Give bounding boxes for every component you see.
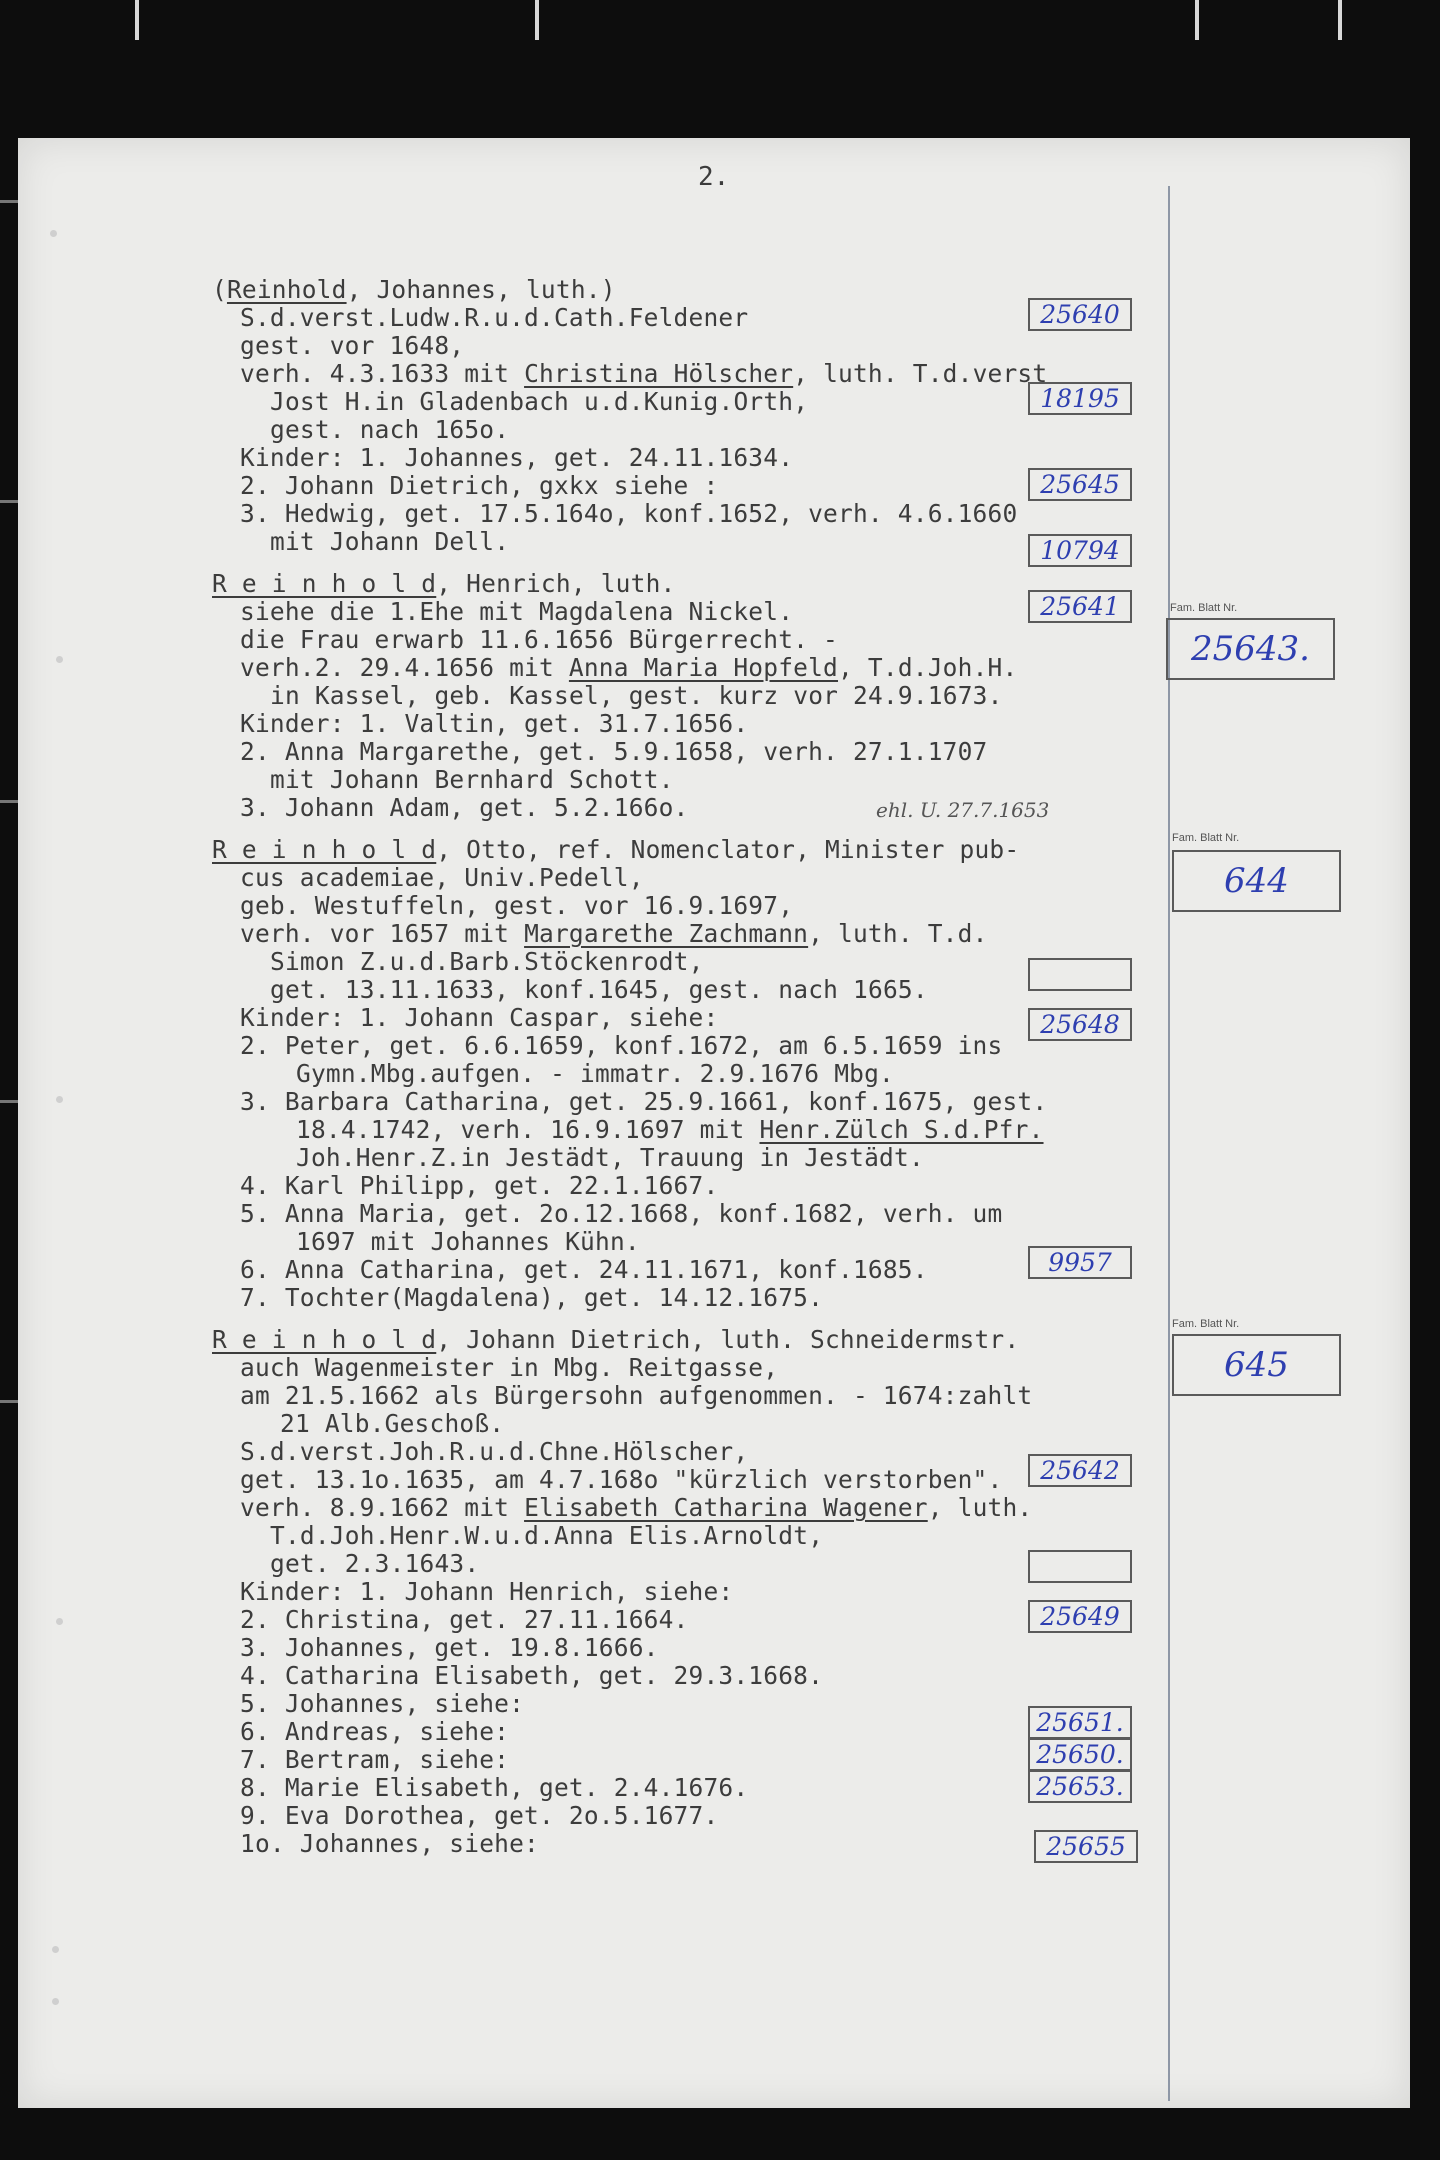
text-line: 4. Catharina Elisabeth, get. 29.3.1668. (240, 1661, 824, 1690)
text-line: siehe die 1.Ehe mit Magdalena Nickel. (240, 597, 794, 626)
text-line: gest. nach 165o. (270, 415, 510, 444)
ref-box: 25641 (1028, 590, 1132, 623)
punch-mark (56, 1618, 63, 1625)
ref-box: 25655 (1034, 1830, 1138, 1863)
ref-box: 25649 (1028, 1600, 1132, 1633)
ref-box: 25650. (1028, 1738, 1132, 1771)
punch-mark (56, 656, 63, 663)
ref-box (1028, 958, 1132, 991)
text-line: Kinder: 1. Valtin, get. 31.7.1656. (240, 709, 749, 738)
text-line: S.d.verst.Ludw.R.u.d.Cath.Feldener (240, 303, 749, 332)
text-line: Simon Z.u.d.Barb.Stöckenrodt, (270, 947, 704, 976)
text-line: 2. Christina, get. 27.11.1664. (240, 1605, 689, 1634)
document-page (18, 138, 1410, 2108)
text-line: Kinder: 1. Johann Henrich, siehe: (240, 1577, 734, 1606)
text-line: am 21.5.1662 als Bürgersohn aufgenommen. - 1674:zahlt (240, 1381, 1033, 1410)
text-line: cus academiae, Univ.Pedell, (240, 863, 644, 892)
text-line: auch Wagenmeister in Mbg. Reitgasse, (240, 1353, 779, 1382)
fam-box: 645 (1172, 1334, 1341, 1396)
ref-box: 25648 (1028, 1008, 1132, 1041)
text-line: die Frau erwarb 11.6.1656 Bürgerrecht. - (240, 625, 839, 654)
text-line: Kinder: 1. Johannes, get. 24.11.1634. (240, 443, 794, 472)
text-line: Gymn.Mbg.aufgen. - immatr. 2.9.1676 Mbg. (296, 1059, 895, 1088)
punch-mark (52, 1946, 59, 1953)
text-line: Joh.Henr.Z.in Jestädt, Trauung in Jestädt. (296, 1143, 924, 1172)
ref-box: 9957 (1028, 1246, 1132, 1279)
text-line: 2. Peter, get. 6.6.1659, konf.1672, am 6.5.1659 ins (240, 1031, 1003, 1060)
text-line: Jost H.in Gladenbach u.d.Kunig.Orth, (270, 387, 809, 416)
fam-box: 25643. (1166, 618, 1335, 680)
text-line: T.d.Joh.Henr.W.u.d.Anna Elis.Arnoldt, (270, 1521, 824, 1550)
fam-label: Fam. Blatt Nr. (1172, 1318, 1240, 1330)
text-line: 3. Hedwig, get. 17.5.164o, konf.1652, verh. 4.6.1660 (240, 499, 1018, 528)
fam-label: Fam. Blatt Nr. (1172, 832, 1240, 844)
text-line: 3. Johann Adam, get. 5.2.166o. (240, 793, 689, 822)
text-line: 1697 mit Johannes Kühn. (296, 1227, 640, 1256)
text-line: get. 2.3.1643. (270, 1549, 480, 1578)
text-line: 2. Anna Margarethe, get. 5.9.1658, verh. 27.1.1707 (240, 737, 988, 766)
text-line: verh. 8.9.1662 mit Elisabeth Catharina Wagener, luth. (240, 1493, 1033, 1522)
text-line: verh.2. 29.4.1656 mit Anna Maria Hopfeld, T.d.Joh.H. (240, 653, 1018, 682)
text-line: 8. Marie Elisabeth, get. 2.4.1676. (240, 1773, 749, 1802)
ref-box: 10794 (1028, 534, 1132, 567)
text-line: R e i n h o l d, Henrich, luth. (212, 569, 676, 598)
edge-mark (1195, 0, 1199, 40)
text-line: R e i n h o l d, Johann Dietrich, luth. Schneidermstr. (212, 1325, 1020, 1354)
text-line: S.d.verst.Joh.R.u.d.Chne.Hölscher, (240, 1437, 749, 1466)
ref-box: 25653. (1028, 1770, 1132, 1803)
punch-mark (52, 1998, 59, 2005)
text-line: 3. Johannes, get. 19.8.1666. (240, 1633, 659, 1662)
ref-box: 25640 (1028, 298, 1132, 331)
ref-box: 25645 (1028, 468, 1132, 501)
text-line: 18.4.1742, verh. 16.9.1697 mit Henr.Zülch S.d.Pfr. (296, 1115, 1044, 1144)
text-line: Kinder: 1. Johann Caspar, siehe: (240, 1003, 719, 1032)
text-line: in Kassel, geb. Kassel, gest. kurz vor 24.9.1673. (270, 681, 1003, 710)
text-line: R e i n h o l d, Otto, ref. Nomenclator, Minister pub- (212, 835, 1020, 864)
text-line: 7. Bertram, siehe: (240, 1745, 510, 1774)
punch-mark (56, 1096, 63, 1103)
text-line: get. 13.1o.1635, am 4.7.168o "kürzlich verstorben". (240, 1465, 1003, 1494)
ref-box: 18195 (1028, 382, 1132, 415)
text-line: 1o. Johannes, siehe: (240, 1829, 540, 1858)
ref-box (1028, 1550, 1132, 1583)
text-line: 4. Karl Philipp, get. 22.1.1667. (240, 1171, 719, 1200)
text-line: 5. Anna Maria, get. 2o.12.1668, konf.1682, verh. um (240, 1199, 1003, 1228)
edge-mark (1338, 0, 1342, 40)
text-line: 7. Tochter(Magdalena), get. 14.12.1675. (240, 1283, 824, 1312)
margin-rule (1168, 186, 1170, 2101)
text-line: 6. Andreas, siehe: (240, 1717, 510, 1746)
fam-label: Fam. Blatt Nr. (1170, 602, 1238, 614)
text-line: 2. Johann Dietrich, gxkx siehe : (240, 471, 719, 500)
text-line: 3. Barbara Catharina, get. 25.9.1661, konf.1675, gest. (240, 1087, 1048, 1116)
fam-box: 644 (1172, 850, 1341, 912)
text-line: mit Johann Dell. (270, 527, 510, 556)
edge-mark (135, 0, 139, 40)
text-line: geb. Westuffeln, gest. vor 16.9.1697, (240, 891, 794, 920)
text-line: 9. Eva Dorothea, get. 2o.5.1677. (240, 1801, 719, 1830)
text-line: get. 13.11.1633, konf.1645, gest. nach 1665. (270, 975, 928, 1004)
text-line: (Reinhold, Johannes, luth.) (212, 275, 616, 304)
ref-box: 25642 (1028, 1454, 1132, 1487)
text-line: 5. Johannes, siehe: (240, 1689, 525, 1718)
text-line: verh. vor 1657 mit Margarethe Zachmann, luth. T.d. (240, 919, 988, 948)
text-line: gest. vor 1648, (240, 331, 465, 360)
page-number: 2. (698, 162, 730, 192)
handwritten-note: ehl. U. 27.7.1653 (876, 798, 1050, 822)
edge-mark (535, 0, 539, 40)
punch-mark (50, 230, 57, 237)
text-line: 21 Alb.Geschoß. (280, 1409, 505, 1438)
text-line: 6. Anna Catharina, get. 24.11.1671, konf.1685. (240, 1255, 928, 1284)
ref-box: 25651. (1028, 1706, 1132, 1739)
text-line: verh. 4.3.1633 mit Christina Hölscher, luth. T.d.verst (240, 359, 1048, 388)
text-line: mit Johann Bernhard Schott. (270, 765, 674, 794)
